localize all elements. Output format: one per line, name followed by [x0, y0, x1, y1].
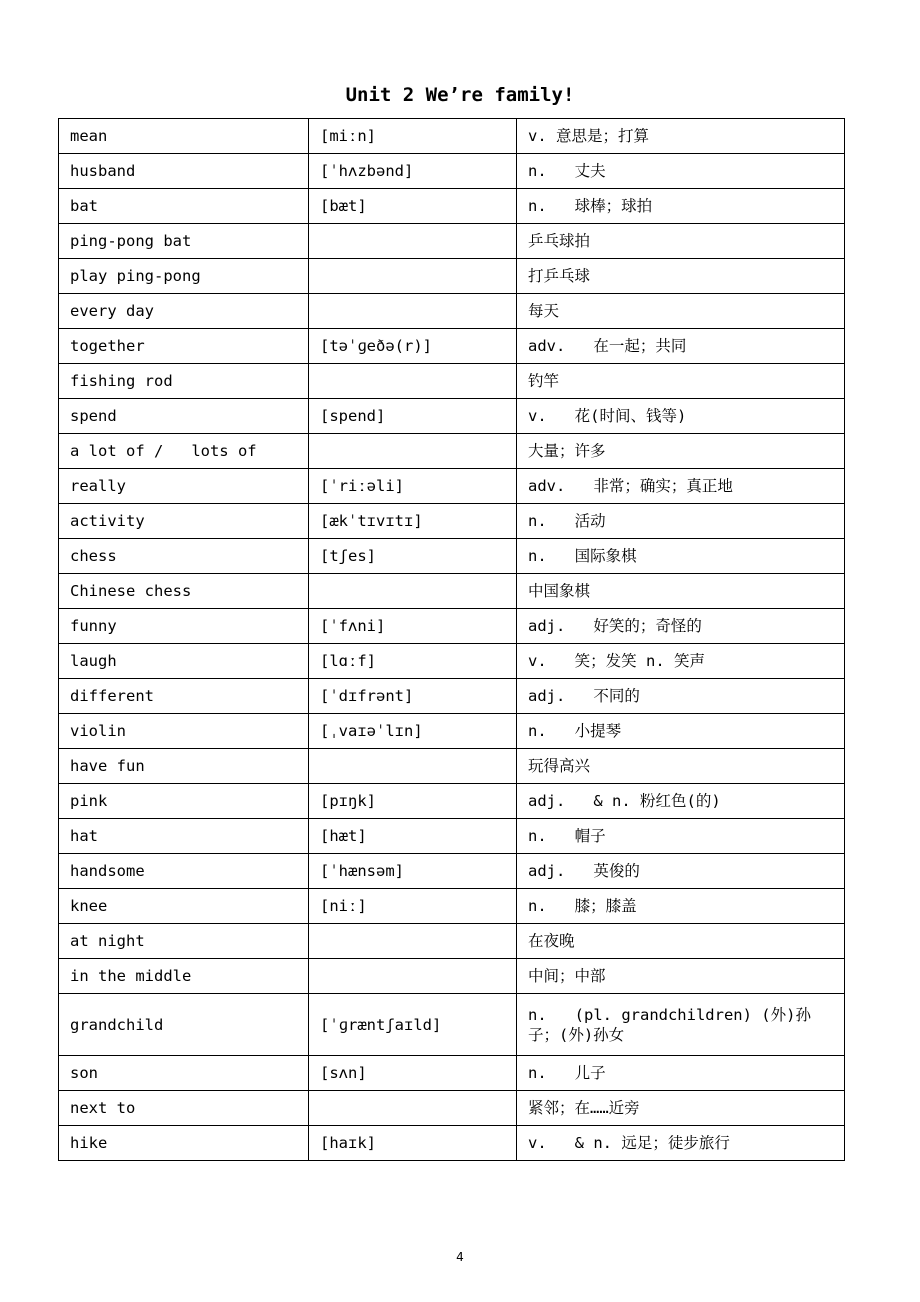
- meaning-cell: 紧邻；在……近旁: [517, 1091, 845, 1126]
- table-row: [59, 504, 845, 539]
- phonetic-cell: [niː]: [309, 889, 517, 924]
- table-row: [59, 399, 845, 434]
- table-row: [59, 784, 845, 819]
- word-cell: mean: [59, 119, 309, 154]
- table-row: [59, 539, 845, 574]
- table-row: [59, 1126, 845, 1161]
- word-cell: at night: [59, 924, 309, 959]
- phonetic-cell: [ˈriːəli]: [309, 469, 517, 504]
- table-row: [59, 679, 845, 714]
- phonetic-cell: [təˈɡeðə(r)]: [309, 329, 517, 364]
- word-cell: husband: [59, 154, 309, 189]
- phonetic-cell: [tʃes]: [309, 539, 517, 574]
- meaning-cell: adv. 在一起；共同: [517, 329, 845, 364]
- page-title: Unit 2 We’re family!: [345, 84, 575, 106]
- table-row: [59, 924, 845, 959]
- table-row: [59, 224, 845, 259]
- word-cell: have fun: [59, 749, 309, 784]
- phonetic-cell: [309, 259, 517, 294]
- table-row: [59, 749, 845, 784]
- meaning-cell: n. 帽子: [517, 819, 845, 854]
- table-row: [59, 364, 845, 399]
- word-cell: knee: [59, 889, 309, 924]
- table-row: [59, 294, 845, 329]
- phonetic-cell: [ˈdɪfrənt]: [309, 679, 517, 714]
- meaning-cell: adj. 英俊的: [517, 854, 845, 889]
- vocabulary-table: [58, 118, 845, 1161]
- meaning-cell: n. 球棒；球拍: [517, 189, 845, 224]
- phonetic-cell: [pɪŋk]: [309, 784, 517, 819]
- table-row: [59, 329, 845, 364]
- phonetic-cell: [haɪk]: [309, 1126, 517, 1161]
- meaning-cell: n. 膝；膝盖: [517, 889, 845, 924]
- word-cell: activity: [59, 504, 309, 539]
- word-cell: play ping-pong: [59, 259, 309, 294]
- word-cell: really: [59, 469, 309, 504]
- phonetic-cell: [bæt]: [309, 189, 517, 224]
- table-row: [59, 819, 845, 854]
- word-cell: fishing rod: [59, 364, 309, 399]
- table-row: [59, 469, 845, 504]
- table-row: [59, 1091, 845, 1126]
- word-cell: every day: [59, 294, 309, 329]
- word-cell: violin: [59, 714, 309, 749]
- table-row: [59, 889, 845, 924]
- word-cell: grandchild: [59, 994, 309, 1056]
- table-row: [59, 574, 845, 609]
- table-row: [59, 154, 845, 189]
- table-row: [59, 1056, 845, 1091]
- phonetic-cell: [309, 924, 517, 959]
- word-cell: in the middle: [59, 959, 309, 994]
- phonetic-cell: [309, 574, 517, 609]
- word-cell: funny: [59, 609, 309, 644]
- word-cell: ping-pong bat: [59, 224, 309, 259]
- meaning-cell: adj. 不同的: [517, 679, 845, 714]
- word-cell: pink: [59, 784, 309, 819]
- phonetic-cell: [lɑːf]: [309, 644, 517, 679]
- meaning-cell: n. 丈夫: [517, 154, 845, 189]
- table-row: [59, 994, 845, 1056]
- meaning-cell: 打乒乓球: [517, 259, 845, 294]
- meaning-cell: n. (pl. grandchildren) (外)孙子；(外)孙女: [517, 994, 845, 1056]
- phonetic-cell: [ˈfʌni]: [309, 609, 517, 644]
- word-cell: son: [59, 1056, 309, 1091]
- meaning-cell: 玩得高兴: [517, 749, 845, 784]
- table-row: [59, 714, 845, 749]
- meaning-cell: n. 活动: [517, 504, 845, 539]
- word-cell: different: [59, 679, 309, 714]
- phonetic-cell: [hæt]: [309, 819, 517, 854]
- meaning-cell: 在夜晚: [517, 924, 845, 959]
- phonetic-cell: [309, 294, 517, 329]
- meaning-cell: v. & n. 远足；徒步旅行: [517, 1126, 845, 1161]
- meaning-cell: adv. 非常；确实；真正地: [517, 469, 845, 504]
- meaning-cell: n. 儿子: [517, 1056, 845, 1091]
- meaning-cell: n. 国际象棋: [517, 539, 845, 574]
- phonetic-cell: [ˈɡræntʃaɪld]: [309, 994, 517, 1056]
- meaning-cell: 中国象棋: [517, 574, 845, 609]
- phonetic-cell: [309, 434, 517, 469]
- phonetic-cell: [spend]: [309, 399, 517, 434]
- meaning-cell: n. 小提琴: [517, 714, 845, 749]
- table-row: [59, 189, 845, 224]
- phonetic-cell: [ækˈtɪvɪtɪ]: [309, 504, 517, 539]
- meaning-cell: 钓竿: [517, 364, 845, 399]
- meaning-cell: v. 花(时间、钱等): [517, 399, 845, 434]
- word-cell: next to: [59, 1091, 309, 1126]
- meaning-cell: v. 笑；发笑 n. 笑声: [517, 644, 845, 679]
- word-cell: hike: [59, 1126, 309, 1161]
- phonetic-cell: [miːn]: [309, 119, 517, 154]
- word-cell: handsome: [59, 854, 309, 889]
- page-number: 4: [456, 1250, 464, 1264]
- meaning-cell: 每天: [517, 294, 845, 329]
- phonetic-cell: [309, 959, 517, 994]
- word-cell: a lot of / lots of: [59, 434, 309, 469]
- phonetic-cell: [309, 1091, 517, 1126]
- word-cell: together: [59, 329, 309, 364]
- table-row: [59, 119, 845, 154]
- vocabulary-table-body: [59, 119, 845, 1161]
- phonetic-cell: [ˈhænsəm]: [309, 854, 517, 889]
- meaning-cell: 中间；中部: [517, 959, 845, 994]
- meaning-cell: 大量；许多: [517, 434, 845, 469]
- word-cell: hat: [59, 819, 309, 854]
- table-row: [59, 434, 845, 469]
- word-cell: laugh: [59, 644, 309, 679]
- word-cell: bat: [59, 189, 309, 224]
- table-row: [59, 854, 845, 889]
- meaning-cell: adj. 好笑的；奇怪的: [517, 609, 845, 644]
- word-cell: Chinese chess: [59, 574, 309, 609]
- word-cell: chess: [59, 539, 309, 574]
- phonetic-cell: [309, 364, 517, 399]
- meaning-cell: adj. & n. 粉红色(的): [517, 784, 845, 819]
- phonetic-cell: [sʌn]: [309, 1056, 517, 1091]
- phonetic-cell: [ˈhʌzbənd]: [309, 154, 517, 189]
- meaning-cell: 乒乓球拍: [517, 224, 845, 259]
- table-row: [59, 259, 845, 294]
- meaning-cell: v. 意思是；打算: [517, 119, 845, 154]
- table-row: [59, 644, 845, 679]
- phonetic-cell: [ˌvaɪəˈlɪn]: [309, 714, 517, 749]
- phonetic-cell: [309, 224, 517, 259]
- table-row: [59, 609, 845, 644]
- phonetic-cell: [309, 749, 517, 784]
- table-row: [59, 959, 845, 994]
- word-cell: spend: [59, 399, 309, 434]
